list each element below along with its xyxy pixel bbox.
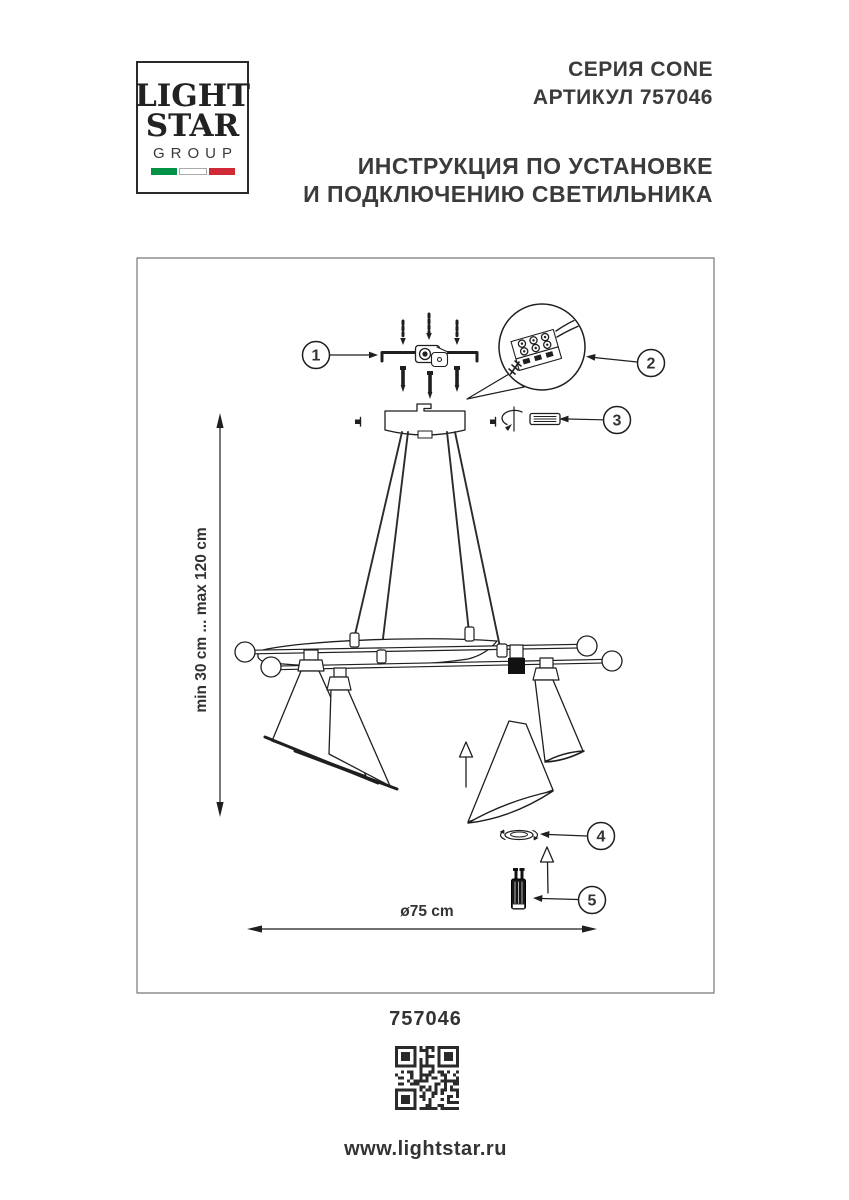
logo-star-text: STAR bbox=[145, 107, 240, 144]
title-line-1: ИНСТРУКЦИЯ ПО УСТАНОВКЕ bbox=[357, 153, 713, 179]
logo-light-text: LIGHT bbox=[134, 77, 251, 114]
footer-article-number: 757046 bbox=[389, 1008, 462, 1030]
series-label: СЕРИЯ CONE bbox=[568, 58, 713, 81]
callout-4-number: 4 bbox=[596, 828, 606, 846]
diameter-dimension-label: ø75 cm bbox=[400, 903, 454, 920]
connector-box bbox=[508, 658, 525, 674]
title-line-2: И ПОДКЛЮЧЕНИЮ СВЕТИЛЬНИКА bbox=[303, 181, 713, 207]
logo-group-text: GROUP bbox=[152, 144, 238, 162]
qr-code bbox=[395, 1046, 459, 1110]
callout-1-number: 1 bbox=[311, 347, 321, 365]
callout-5-number: 5 bbox=[587, 892, 597, 910]
callout-2-number: 2 bbox=[646, 355, 656, 373]
website-url: www.lightstar.ru bbox=[344, 1138, 507, 1160]
callout-3-number: 3 bbox=[612, 412, 622, 430]
article-label: АРТИКУЛ 757046 bbox=[532, 86, 713, 109]
height-dimension-label: min 30 cm ... max 120 cm bbox=[193, 527, 210, 713]
diagram-border bbox=[137, 258, 714, 993]
